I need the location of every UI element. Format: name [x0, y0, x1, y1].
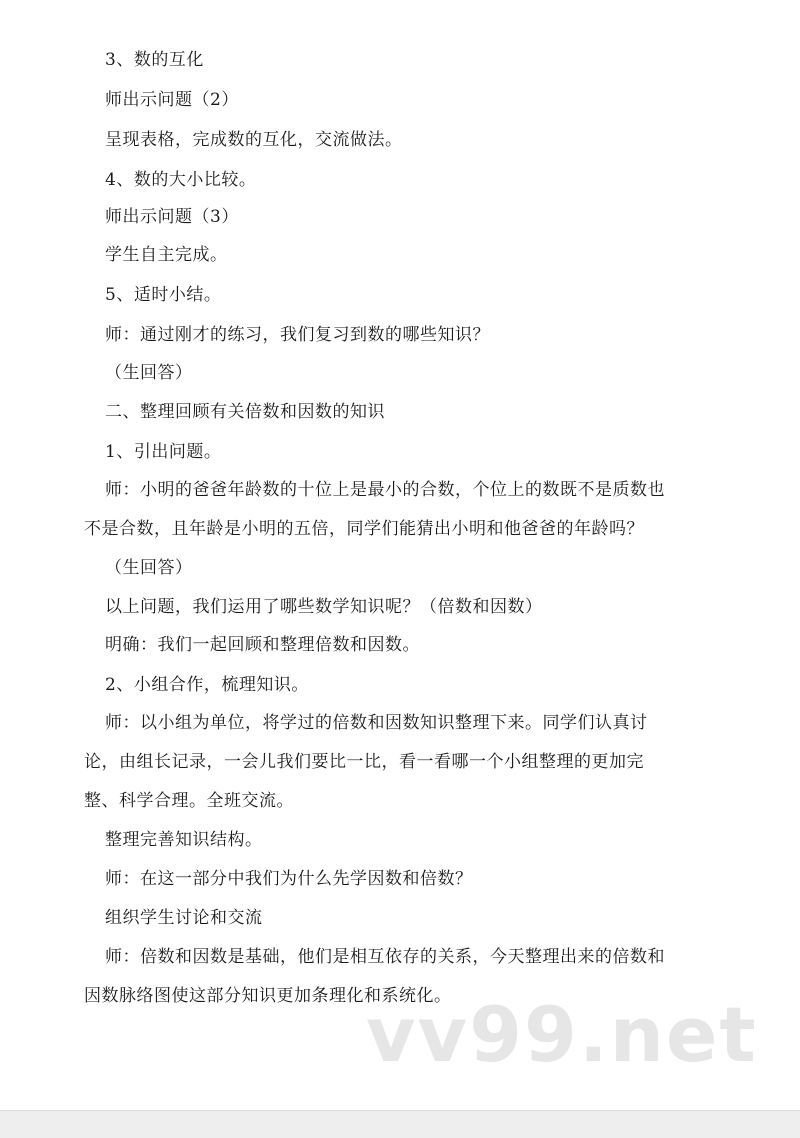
text-line: 师出示问题（3） [105, 207, 239, 227]
text-line: （生回答） [105, 558, 193, 578]
text-line: 5、适时小结。 [105, 285, 222, 305]
text-line: 明确：我们一起回顾和整理倍数和因数。 [105, 635, 420, 655]
text-line: 师：以小组为单位，将学过的倍数和因数知识整理下来。同学们认真讨 [105, 713, 648, 733]
text-line: 因数脉络图使这部分知识更加条理化和系统化。 [84, 986, 452, 1006]
text-line: 1、引出问题。 [105, 442, 222, 462]
text-line: 4、数的大小比较。 [105, 170, 257, 190]
watermark: vv99.net [366, 990, 758, 1079]
text-line: 组织学生讨论和交流 [105, 908, 263, 928]
text-line: 论，由组长记录，一会儿我们要比一比，看一看哪一个小组整理的更加完 [84, 752, 644, 772]
text-line: 师：倍数和因数是基础，他们是相互依存的关系，今天整理出来的倍数和 [105, 947, 665, 967]
text-line: 3、数的互化 [105, 50, 204, 70]
text-line: 师：通过刚才的练习，我们复习到数的哪些知识？ [105, 325, 490, 345]
text-line: 学生自主完成。 [105, 245, 228, 265]
text-line: 整理完善知识结构。 [105, 830, 263, 850]
text-line: 呈现表格，完成数的互化，交流做法。 [105, 130, 403, 150]
text-line: 二、整理回顾有关倍数和因数的知识 [105, 402, 385, 422]
text-line: 师出示问题（2） [105, 90, 239, 110]
text-line: 以上问题，我们运用了哪些数学知识呢？（倍数和因数） [105, 597, 543, 617]
text-line: 师：小明的爸爸年龄数的十位上是最小的合数，个位上的数既不是质数也 [105, 480, 665, 500]
page-bottom-strip [0, 1110, 800, 1138]
text-line: 不是合数，且年龄是小明的五倍，同学们能猜出小明和他爸爸的年龄吗？ [84, 519, 644, 539]
text-line: 师：在这一部分中我们为什么先学因数和倍数？ [105, 869, 473, 889]
text-line: 2、小组合作，梳理知识。 [105, 675, 309, 695]
text-line: 整、科学合理。全班交流。 [84, 791, 294, 811]
text-line: （生回答） [105, 363, 193, 383]
